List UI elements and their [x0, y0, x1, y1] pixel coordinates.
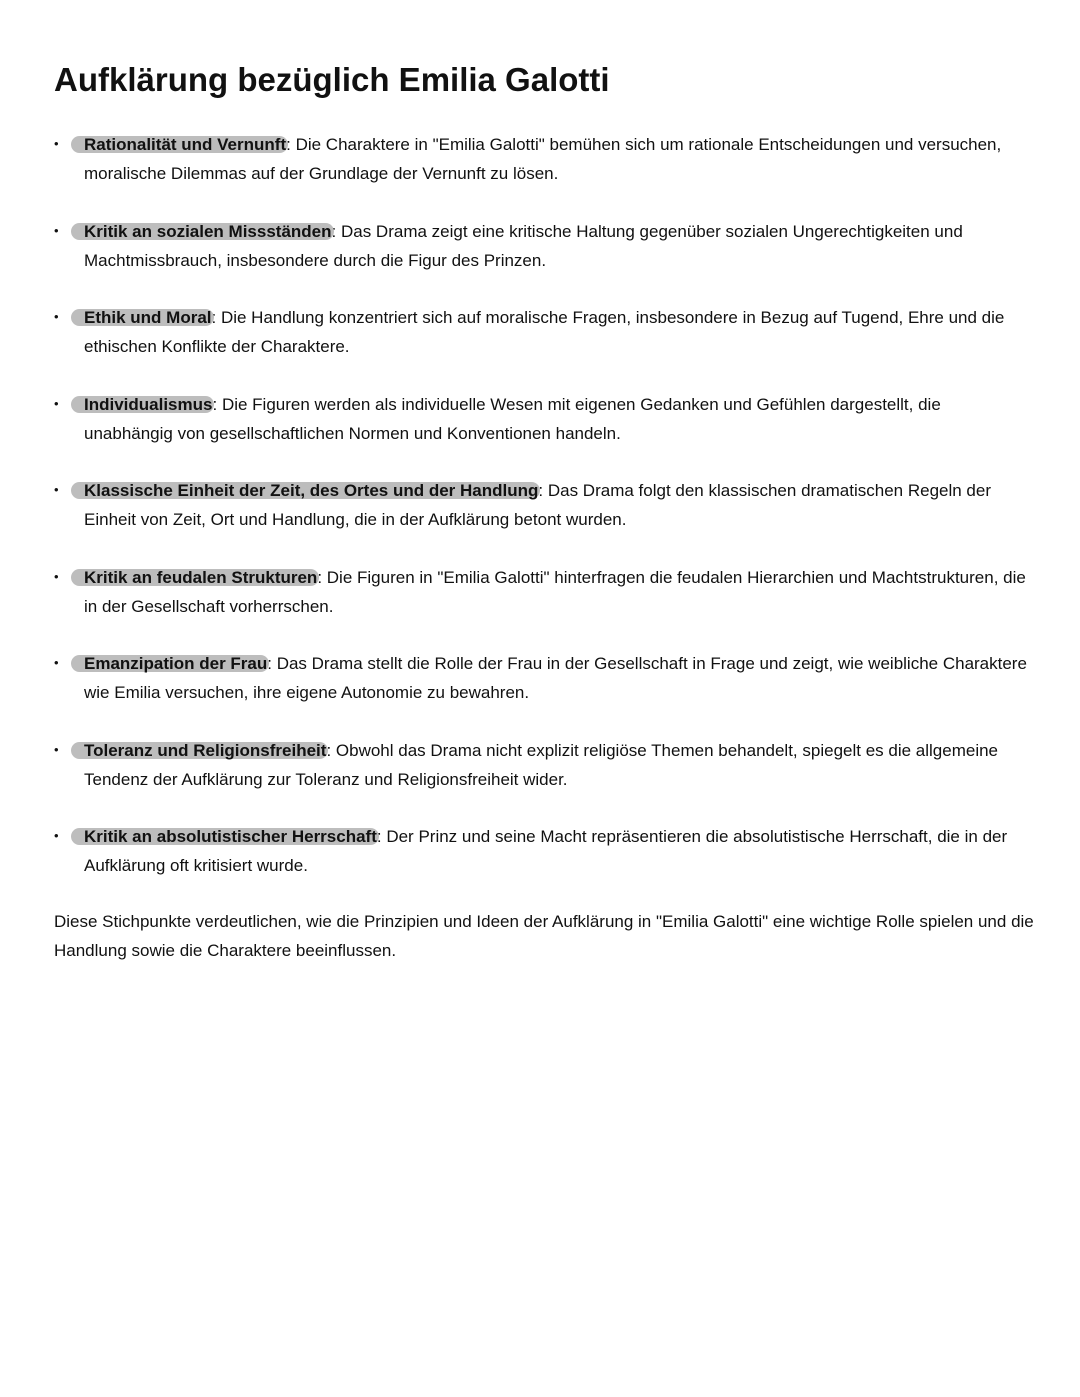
list-item-text [84, 822, 1034, 880]
page-title: Aufklärung bezüglich Emilia Galotti [54, 61, 610, 98]
list-item-text [84, 563, 1034, 621]
list-item [0, 476, 1080, 563]
bullet-icon: • [54, 655, 59, 670]
term-separator: : [376, 827, 387, 846]
highlighted-term: Kritik an feudalen Strukturen [84, 567, 318, 587]
highlighted-term: Rationalität und Vernunft [84, 135, 287, 154]
list-item [0, 563, 1080, 650]
term-separator: : [538, 481, 548, 500]
key-points-list [0, 130, 1080, 909]
highlighted-term: Klassische Einheit der Zeit, des Ortes und der Handlung [84, 481, 539, 500]
bullet-icon: • [54, 136, 59, 151]
highlighted-term: Individualismus [84, 394, 213, 414]
list-item [0, 649, 1080, 736]
list-item [0, 130, 1080, 217]
term-separator: : [317, 567, 327, 587]
bullet-icon: • [54, 222, 59, 238]
term-separator: : [211, 308, 221, 327]
bullet-icon: • [54, 828, 59, 843]
item-description: Die Charaktere in "Emilia Galotti" bemühen sich um rationale Entscheidungen und versuchen, moralische Dilemmas auf der Grundlage der Vernunft zu lösen. [84, 135, 1002, 183]
list-item-text [84, 736, 1034, 794]
list-item-text [84, 130, 1034, 188]
item-description: Die Handlung konzentriert sich auf moralische Fragen, insbesondere in Bezug auf Tugend, Ehre und die ethischen Konflikte der Charaktere. [84, 308, 1005, 356]
highlighted-term: Emanzipation der Frau [84, 654, 268, 673]
list-item [0, 822, 1080, 909]
list-item [0, 390, 1080, 477]
bullet-icon: • [54, 482, 59, 497]
item-description: Das Drama stellt die Rolle der Frau in der Gesellschaft in Frage und zeigt, wie weibliche Charaktere wie Emilia versuchen, ihre eigene Autonomie zu bewahren. [84, 654, 1027, 702]
highlighted-term: Ethik und Moral [84, 308, 212, 327]
list-item-text [84, 476, 1034, 534]
term-separator: : [326, 740, 336, 760]
list-item [0, 217, 1080, 304]
bullet-icon: • [54, 309, 59, 324]
item-description: Das Drama zeigt eine kritische Haltung gegenüber sozialen Ungerechtigkeiten und Machtmissbrauch, insbesondere durch die Figur des Prinzen. [84, 221, 963, 270]
bullet-icon: • [54, 741, 59, 757]
list-item-text [84, 303, 1034, 361]
highlighted-term: Kritik an sozialen Missständen [84, 221, 332, 241]
term-separator: : [212, 394, 222, 414]
item-description: Der Prinz und seine Macht repräsentieren die absolutistische Herrschaft, die in der Aufklärung oft kritisiert wurde. [84, 827, 1008, 875]
term-separator: : [286, 135, 296, 154]
highlighted-term: Toleranz und Religionsfreiheit [84, 740, 327, 760]
list-item-text [84, 390, 1034, 448]
item-description: Die Figuren in "Emilia Galotti" hinterfragen die feudalen Hierarchien und Machtstrukturen, die in der Gesellschaft vorherrschen. [84, 567, 1026, 616]
term-separator: : [331, 221, 341, 241]
list-item [0, 303, 1080, 390]
term-separator: : [267, 654, 277, 673]
highlighted-term: Kritik an absolutistischer Herrschaft [84, 827, 377, 846]
bullet-icon: • [54, 568, 59, 584]
list-item-text [84, 649, 1034, 707]
item-description: Das Drama folgt den klassischen dramatischen Regeln der Einheit von Zeit, Ort und Handlung, die in der Aufklärung betont wurden. [84, 481, 992, 529]
list-item [0, 736, 1080, 823]
bullet-icon: • [54, 395, 59, 411]
list-item-text [84, 217, 1034, 275]
item-description: Obwohl das Drama nicht explizit religiöse Themen behandelt, spiegelt es die allgemeine Tendenz der Aufklärung zur Toleranz und Religionsfreiheit wider. [84, 740, 999, 789]
item-description: Die Figuren werden als individuelle Wesen mit eigenen Gedanken und Gefühlen dargestellt, die unabhängig von gesellschaftlichen Normen und Konventionen handeln. [84, 394, 941, 443]
conclusion-paragraph: Diese Stichpunkte verdeutlichen, wie die Prinzipien und Ideen der Aufklärung in "Emilia Galotti" eine wichtige Rolle spielen und die Handlung sowie die Charaktere beeinflussen. [54, 912, 1034, 960]
